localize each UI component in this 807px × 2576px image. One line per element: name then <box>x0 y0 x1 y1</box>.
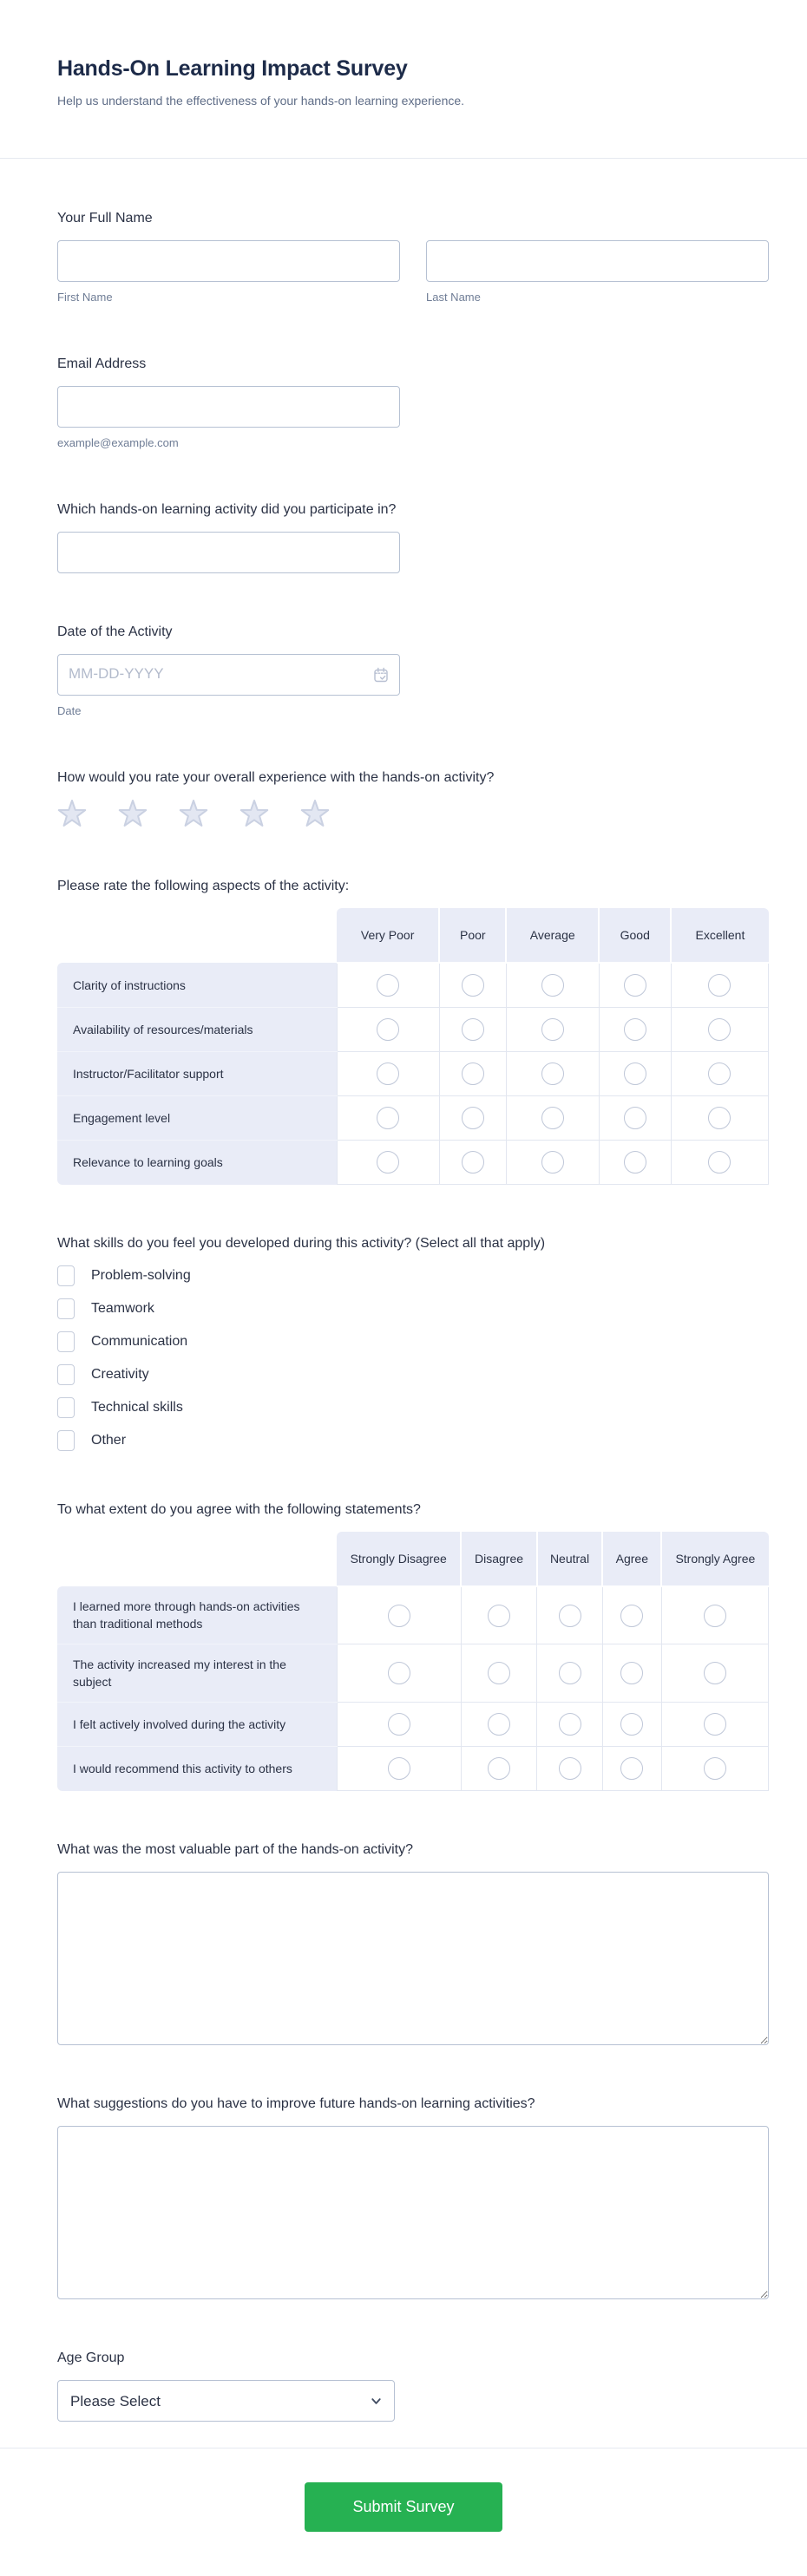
checkbox-square[interactable] <box>57 1331 75 1352</box>
overall-rating-label: How would you rate your overall experience with the hands-on activity? <box>57 770 495 785</box>
skill-option-label: Teamwork <box>91 1301 154 1316</box>
aspects-matrix <box>57 908 769 1185</box>
page-title: Hands-On Learning Impact Survey <box>57 56 408 81</box>
agreement-row <box>57 1586 769 1644</box>
suggestions-textarea[interactable] <box>57 2126 769 2299</box>
agreement-cell <box>661 1703 768 1747</box>
agreement-radio[interactable] <box>559 1757 581 1780</box>
age-group-select[interactable] <box>57 2380 395 2422</box>
aspects-radio[interactable] <box>708 1018 731 1041</box>
aspects-cell <box>671 1096 768 1141</box>
agreement-column-header: Agree <box>602 1532 661 1586</box>
aspects-radio[interactable] <box>377 974 399 997</box>
agreement-cell <box>337 1747 461 1791</box>
first-name-sublabel: First Name <box>57 291 113 304</box>
full-name-label: Your Full Name <box>57 211 153 226</box>
agreement-column-header: Strongly Agree <box>661 1532 768 1586</box>
question-overall-rating <box>57 768 769 827</box>
star-icon[interactable] <box>239 800 269 827</box>
star-icon[interactable] <box>300 800 330 827</box>
question-activity <box>57 500 769 573</box>
aspects-cell <box>337 1052 439 1096</box>
aspects-header-row <box>57 908 769 963</box>
age-group-label: Age Group <box>57 2350 125 2365</box>
aspects-column-header: Excellent <box>671 908 768 963</box>
valuable-label: What was the most valuable part of the hands-on activity? <box>57 1842 413 1857</box>
agreement-header-row <box>57 1532 769 1586</box>
agreement-radio[interactable] <box>388 1713 410 1736</box>
question-valuable <box>57 1840 769 2045</box>
aspects-row <box>57 963 769 1008</box>
question-date <box>57 623 769 719</box>
aspects-cell <box>671 963 768 1008</box>
agreement-cell <box>461 1703 536 1747</box>
question-agreement <box>57 1500 769 1791</box>
checkbox-square[interactable] <box>57 1265 75 1286</box>
aspects-radio[interactable] <box>624 1107 646 1129</box>
skill-option-label: Creativity <box>91 1367 149 1382</box>
page-subtitle: Help us understand the effectiveness of your hands-on learning experience. <box>57 94 465 108</box>
skill-option-label: Problem-solving <box>91 1268 191 1283</box>
aspects-radio[interactable] <box>377 1018 399 1041</box>
star-rating <box>57 800 769 827</box>
agreement-label: To what extent do you agree with the following statements? <box>57 1502 421 1517</box>
aspects-radio[interactable] <box>462 974 484 997</box>
aspects-cell <box>337 1141 439 1185</box>
agreement-cell <box>661 1644 768 1703</box>
email-sublabel: example@example.com <box>57 436 179 449</box>
agreement-row-label: I would recommend this activity to others <box>57 1747 337 1791</box>
aspects-cell <box>671 1052 768 1096</box>
aspects-cell <box>506 1052 599 1096</box>
full-name-row <box>57 240 769 305</box>
agreement-row <box>57 1703 769 1747</box>
form-header <box>0 0 807 158</box>
aspects-cell <box>506 963 599 1008</box>
aspects-radio[interactable] <box>624 1151 646 1174</box>
aspects-cell <box>599 1008 671 1052</box>
checkbox-square[interactable] <box>57 1298 75 1319</box>
agreement-radio[interactable] <box>704 1662 726 1684</box>
agreement-cell <box>537 1586 603 1644</box>
question-full-name <box>57 209 769 305</box>
skill-option <box>57 1331 769 1352</box>
aspects-radio[interactable] <box>462 1018 484 1041</box>
valuable-textarea[interactable] <box>57 1872 769 2045</box>
date-label: Date of the Activity <box>57 624 173 639</box>
star-icon[interactable] <box>179 800 208 827</box>
aspects-radio[interactable] <box>624 1018 646 1041</box>
agreement-radio[interactable] <box>704 1757 726 1780</box>
aspects-cell <box>439 1008 506 1052</box>
agreement-cell <box>337 1644 461 1703</box>
agreement-radio[interactable] <box>488 1713 510 1736</box>
activity-input[interactable] <box>57 532 400 573</box>
aspects-radio[interactable] <box>462 1151 484 1174</box>
aspects-radio[interactable] <box>624 974 646 997</box>
agreement-row-label: I felt actively involved during the activity <box>57 1703 337 1747</box>
agreement-column-header: Neutral <box>537 1532 603 1586</box>
agreement-cell <box>337 1703 461 1747</box>
skill-option <box>57 1397 769 1418</box>
agreement-cell <box>461 1644 536 1703</box>
agreement-cell <box>602 1703 661 1747</box>
aspects-cell <box>337 1096 439 1141</box>
aspects-row-label: Availability of resources/materials <box>57 1008 337 1052</box>
aspects-cell <box>506 1096 599 1141</box>
aspects-row <box>57 1141 769 1185</box>
agreement-cell <box>661 1747 768 1791</box>
date-input[interactable] <box>57 654 400 696</box>
aspects-cell <box>599 1052 671 1096</box>
aspects-radio[interactable] <box>462 1107 484 1129</box>
agreement-cell <box>537 1703 603 1747</box>
agreement-radio[interactable] <box>488 1757 510 1780</box>
aspects-radio[interactable] <box>708 1107 731 1129</box>
checkbox-square[interactable] <box>57 1397 75 1418</box>
agreement-radio[interactable] <box>620 1757 643 1780</box>
aspects-radio[interactable] <box>541 1151 564 1174</box>
aspects-corner-cell <box>57 908 337 963</box>
agreement-cell <box>537 1644 603 1703</box>
email-label: Email Address <box>57 356 147 371</box>
agreement-row <box>57 1747 769 1791</box>
agreement-cell <box>537 1747 603 1791</box>
form-body <box>0 159 807 2422</box>
aspects-cell <box>439 1141 506 1185</box>
aspects-column-header: Average <box>506 908 599 963</box>
agreement-cell <box>461 1747 536 1791</box>
first-name-input[interactable] <box>57 240 400 282</box>
aspects-radio[interactable] <box>462 1062 484 1085</box>
star-icon[interactable] <box>118 800 148 827</box>
aspects-radio[interactable] <box>541 1062 564 1085</box>
skill-option <box>57 1430 769 1451</box>
agreement-radio[interactable] <box>388 1662 410 1684</box>
agreement-cell <box>602 1747 661 1791</box>
agreement-radio[interactable] <box>488 1662 510 1684</box>
agreement-cell <box>602 1586 661 1644</box>
skill-option <box>57 1265 769 1286</box>
aspects-cell <box>599 963 671 1008</box>
last-name-sublabel: Last Name <box>426 291 481 304</box>
submit-button[interactable]: Submit Survey <box>305 2482 502 2532</box>
question-suggestions <box>57 2095 769 2299</box>
agreement-radio[interactable] <box>620 1605 643 1627</box>
agreement-cell <box>337 1586 461 1644</box>
agreement-radio[interactable] <box>559 1662 581 1684</box>
aspects-radio[interactable] <box>541 1107 564 1129</box>
aspects-radio[interactable] <box>541 1018 564 1041</box>
question-email <box>57 355 769 451</box>
skill-option-label: Technical skills <box>91 1400 183 1415</box>
agreement-row-label: The activity increased my interest in the subject <box>57 1644 337 1703</box>
agreement-radio[interactable] <box>620 1713 643 1736</box>
agreement-corner-cell <box>57 1532 337 1586</box>
aspects-cell <box>337 963 439 1008</box>
aspects-row <box>57 1052 769 1096</box>
aspects-column-header: Very Poor <box>337 908 439 963</box>
skills-label: What skills do you feel you developed during this activity? (Select all that apply) <box>57 1236 546 1251</box>
aspects-radio[interactable] <box>708 1151 731 1174</box>
checkbox-square[interactable] <box>57 1364 75 1385</box>
agreement-radio[interactable] <box>559 1713 581 1736</box>
agreement-radio[interactable] <box>620 1662 643 1684</box>
aspects-radio[interactable] <box>708 974 731 997</box>
agreement-cell <box>661 1586 768 1644</box>
aspects-row <box>57 1008 769 1052</box>
aspects-cell <box>506 1008 599 1052</box>
aspects-radio[interactable] <box>708 1062 731 1085</box>
aspects-radio[interactable] <box>624 1062 646 1085</box>
aspects-radio[interactable] <box>541 974 564 997</box>
skill-option <box>57 1364 769 1385</box>
aspects-radio[interactable] <box>377 1151 399 1174</box>
skill-option-label: Other <box>91 1433 127 1448</box>
skills-checkbox-list <box>57 1265 769 1451</box>
aspects-radio[interactable] <box>377 1062 399 1085</box>
activity-label: Which hands-on learning activity did you participate in? <box>57 502 397 517</box>
aspects-cell <box>337 1008 439 1052</box>
age-group-field <box>57 2380 395 2422</box>
agreement-radio[interactable] <box>704 1605 726 1627</box>
agreement-radio[interactable] <box>488 1605 510 1627</box>
skill-option <box>57 1298 769 1319</box>
aspects-cell <box>439 1052 506 1096</box>
aspects-cell <box>671 1141 768 1185</box>
star-icon[interactable] <box>57 800 87 827</box>
aspects-cell <box>599 1141 671 1185</box>
agreement-row-label: I learned more through hands-on activities than traditional methods <box>57 1586 337 1644</box>
agreement-radio[interactable] <box>704 1713 726 1736</box>
first-name-field <box>57 240 400 305</box>
agreement-column-header: Strongly Disagree <box>337 1532 461 1586</box>
agreement-row <box>57 1644 769 1703</box>
aspects-row-label: Clarity of instructions <box>57 963 337 1008</box>
question-aspects <box>57 877 769 1185</box>
last-name-field <box>426 240 769 305</box>
aspects-cell <box>506 1141 599 1185</box>
aspects-radio[interactable] <box>377 1107 399 1129</box>
aspects-row <box>57 1096 769 1141</box>
agreement-radio[interactable] <box>388 1757 410 1780</box>
agreement-cell <box>461 1586 536 1644</box>
agreement-column-header: Disagree <box>461 1532 536 1586</box>
form-footer <box>0 2449 807 2576</box>
checkbox-square[interactable] <box>57 1430 75 1451</box>
aspects-cell <box>599 1096 671 1141</box>
aspects-column-header: Good <box>599 908 671 963</box>
aspects-row-label: Engagement level <box>57 1096 337 1141</box>
aspects-row-label: Relevance to learning goals <box>57 1141 337 1185</box>
suggestions-label: What suggestions do you have to improve future hands-on learning activities? <box>57 2096 535 2111</box>
agreement-matrix <box>57 1532 769 1791</box>
last-name-input[interactable] <box>426 240 769 282</box>
aspects-row-label: Instructor/Facilitator support <box>57 1052 337 1096</box>
aspects-column-header: Poor <box>439 908 506 963</box>
date-field <box>57 654 400 696</box>
skill-option-label: Communication <box>91 1334 188 1349</box>
aspects-cell <box>439 1096 506 1141</box>
aspects-label: Please rate the following aspects of the activity: <box>57 879 350 893</box>
agreement-cell <box>602 1644 661 1703</box>
agreement-radio[interactable] <box>388 1605 410 1627</box>
question-age-group <box>57 2349 769 2422</box>
aspects-cell <box>671 1008 768 1052</box>
agreement-radio[interactable] <box>559 1605 581 1627</box>
aspects-cell <box>439 963 506 1008</box>
question-skills <box>57 1234 769 1451</box>
date-sublabel: Date <box>57 704 82 717</box>
email-input[interactable] <box>57 386 400 428</box>
